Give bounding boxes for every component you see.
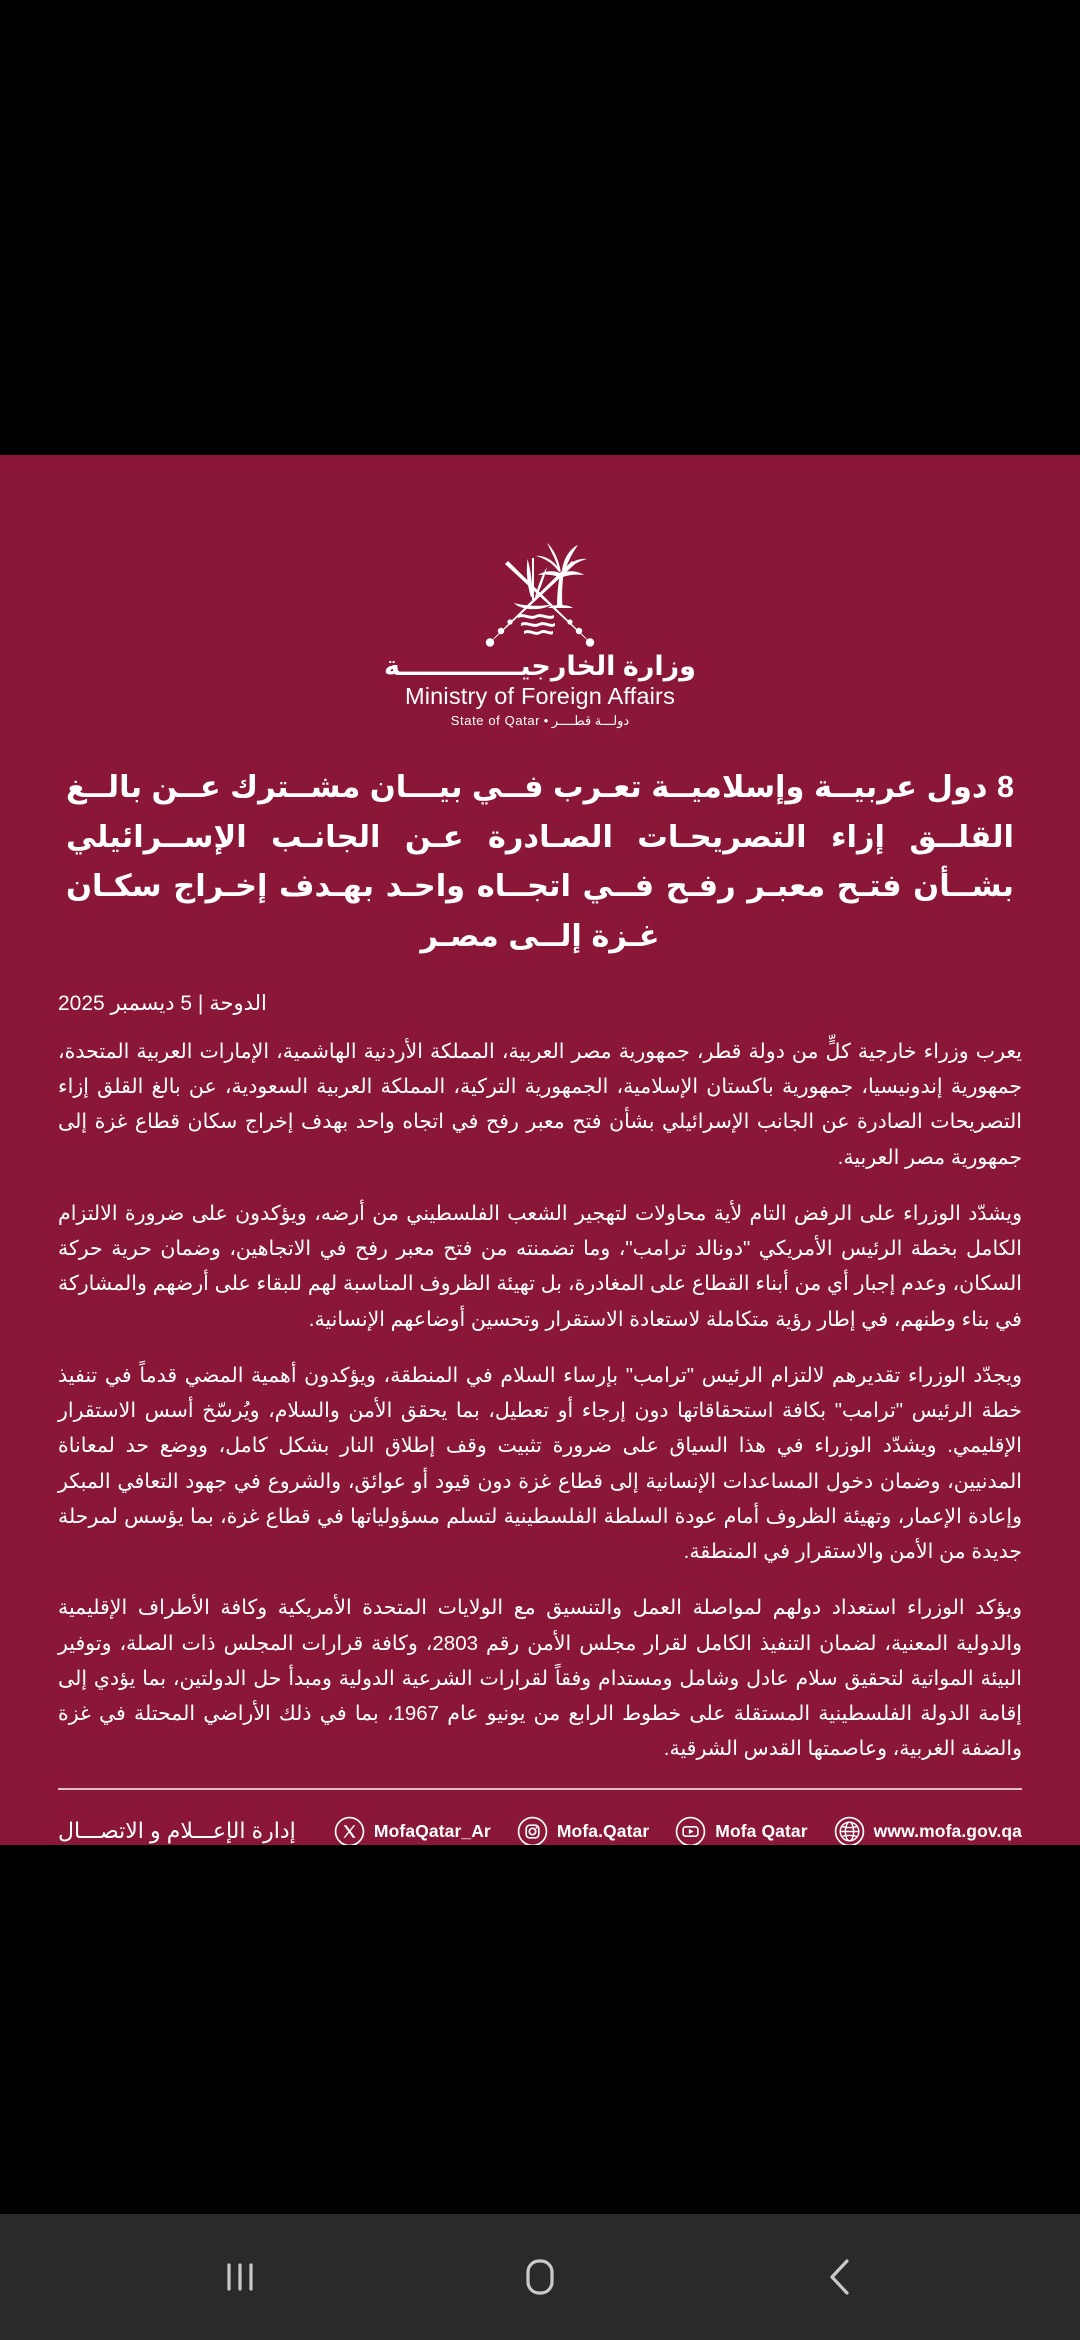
dateline: الدوحة | 5 ديسمبر 2025 (58, 991, 267, 1015)
social-handle: www.mofa.gov.qa (873, 1820, 1022, 1841)
ministry-name-arabic: وزارة الخارجيـــــــــــــة (384, 651, 696, 681)
social-links (334, 1816, 1022, 1847)
back-button[interactable] (780, 2217, 900, 2337)
home-button[interactable] (480, 2217, 600, 2337)
statement-body (58, 1034, 1022, 1788)
statement-paragraph: يعرب وزراء خارجية كلٍّ من دولة قطر، جمهورية مصر العربية، المملكة الأردنية الهاشمية، الإمارات العربية المتحدة، جمهورية إندونيسيا، جمهورية باكستان الإسلامية، الجمهورية التركية، المملكة العربية السعودية، عن بالغ القلق إزاء التصريحات الصادرة عن الجانب الإسرائيلي بشأن فتح معبر رفح في اتجاه واحد بهدف إخراج سكان قطاع غزة إلى جمهورية مصر العربية. (58, 1039, 1022, 1169)
social-link-youtube[interactable] (675, 1816, 807, 1847)
footer-divider (58, 1788, 1022, 1790)
statement-paragraph: ويجدّد الوزراء تقديرهم لالتزام الرئيس "ترامب" بإرساء السلام في المنطقة، ويؤكدون أهمية المضي قدماً في تنفيذ خطة الرئيس "ترامب" بكافة استحقاقاتها دون إرجاء أو تعطيل، بما يحقق الأمن والسلام، ويُرسّخ أسس الاستقرار الإقليمي. ويشدّد الوزراء في هذا السياق على ضرورة تثبيت وقف إطلاق النار بشكل كامل، ووضع حد لمعاناة المدنيين، وضمان دخول المساعدات الإنسانية إلى قطاع غزة دون قيود أو عوائق، والشروع في جهود التعافي المبكر وإعادة الإعمار، وتهيئة الظروف أمام عودة السلطة الفلسطينية لتسلم مسؤولياتها في قطاع غزة، بما يؤسس لمرحلة جديدة من الأمن والاستقرار في المنطقة. (58, 1363, 1022, 1564)
statement-paragraph: ويشدّد الوزراء على الرفض التام لأية محاولات لتهجير الشعب الفلسطيني من أرضه، ويؤكدون على ضرورة الالتزام الكامل بخطة الرئيس الأمريكي "دونالد ترامب"، وما تضمنته من فتح معبر رفح في الاتجاهين، وضمان حرية حركة السكان، وعدم إجبار أي من أبناء القطاع على المغادرة، بل تهيئة الظروف المناسبة لهم للبقاء على أرضهم والمشاركة في بناء وطنهم، في إطار رؤية متكاملة لاستعادة الاستقرار وتحسين أوضاعهم الإنسانية. (58, 1201, 1022, 1331)
ministry-logo (58, 529, 1022, 729)
instagram-icon (517, 1816, 548, 1847)
home-icon (513, 2250, 567, 2304)
image-viewer-top-letterbox (0, 0, 1080, 455)
social-handle: Mofa Qatar (715, 1820, 808, 1841)
social-link-instagram[interactable] (517, 1816, 649, 1847)
social-handle: Mofa.Qatar (556, 1820, 650, 1841)
department-label: إدارة الإعـــلام و الاتصـــال (58, 1818, 296, 1844)
recents-icon (213, 2250, 267, 2304)
youtube-icon (675, 1816, 706, 1847)
state-of-qatar-label: دولـــة قطــــر • State of Qatar (450, 713, 630, 729)
back-chevron-icon (813, 2250, 867, 2304)
android-navigation-bar (0, 2214, 1080, 2340)
statement-paragraph: ويؤكد الوزراء استعداد دولهم لمواصلة العمل والتنسيق مع الولايات المتحدة الأمريكية وكافة الأطراف الإقليمية والدولية المعنية، لضمان التنفيذ الكامل لقرار مجلس الأمن رقم 2803، وكافة قرارات المجلس ذات الصلة، وتوفير البيئة المواتية لتحقيق سلام عادل وشامل ومستدام وفقاً لقرارات الشرعية الدولية ومبدأ حل الدولتين، بما يؤدي إلى إقامة الدولة الفلسطينية المستقلة على خطوط الرابع من يونيو عام 1967، بما في ذلك الأراضي المحتلة في غزة والضفة الغربية، وعاصمتها القدس الشرقية. (58, 1596, 1023, 1761)
ministry-name-english: Ministry of Foreign Affairs (404, 683, 676, 709)
statement-card (0, 455, 1080, 1845)
social-link-x[interactable] (334, 1816, 491, 1847)
social-link-website[interactable] (834, 1816, 1022, 1847)
statement-headline: 8 دول عربيــة وإسلاميــة تعـرب فــي بيـــان مشــترك عــن بالــغ القلــق إزاء التصريحـات الصـادرة عـن الجانـب الإســرائيلي بشــأن فتـح معبـر رفـح فــي اتجــاه واحـد بهـدف إخـراج سكـان غـزة إلــى مصـر (66, 770, 1014, 953)
globe-icon (834, 1816, 865, 1847)
social-handle: MofaQatar_Ar (373, 1820, 491, 1841)
qatar-state-emblem-icon (474, 529, 606, 647)
x-twitter-icon (334, 1816, 365, 1847)
recents-button[interactable] (180, 2217, 300, 2337)
